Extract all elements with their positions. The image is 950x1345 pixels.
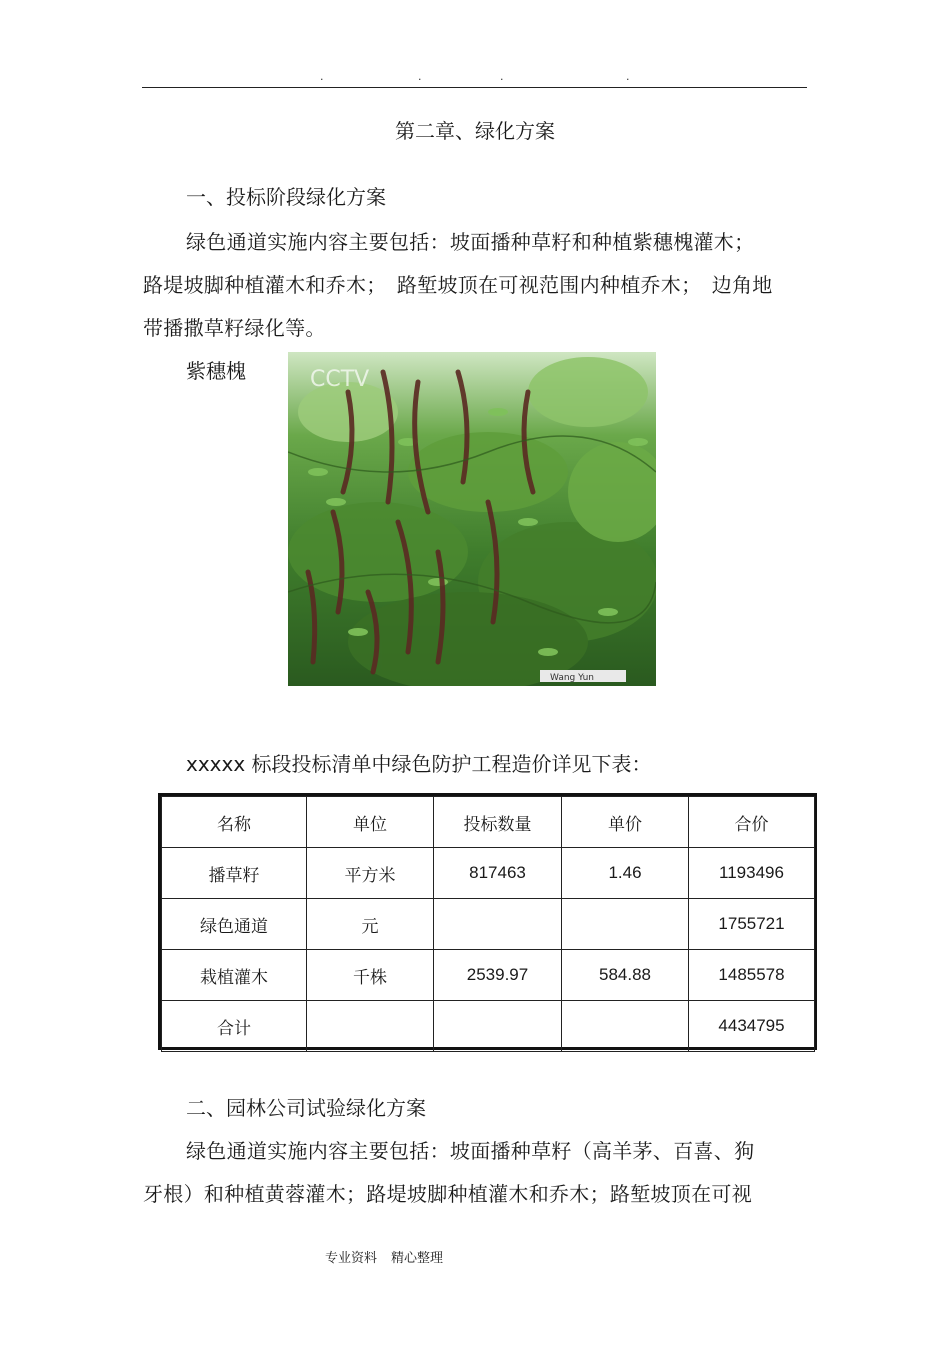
table-cell: 千株 bbox=[307, 950, 434, 1001]
paragraph-line: 带播撒草籽绿化等。 bbox=[143, 316, 326, 340]
table-cell: 1485578 bbox=[689, 950, 815, 1001]
table-intro: xxxxx 标段投标清单中绿色防护工程造价详见下表： bbox=[186, 752, 652, 776]
page-header-dots bbox=[0, 70, 950, 84]
table-cell bbox=[434, 899, 562, 950]
table-cell: 817463 bbox=[434, 848, 562, 899]
footer-left: 专业资料 bbox=[325, 1251, 378, 1266]
section-1-paragraph bbox=[143, 221, 807, 350]
table-header-cell: 投标数量 bbox=[434, 797, 562, 848]
header-dot: . bbox=[626, 70, 630, 83]
table-cell bbox=[562, 1001, 689, 1052]
table-header-row bbox=[162, 797, 815, 848]
table-total-row bbox=[162, 1001, 815, 1052]
table-row bbox=[162, 899, 815, 950]
table-cell: 584.88 bbox=[562, 950, 689, 1001]
table-cell: 播草籽 bbox=[162, 848, 307, 899]
table-cell bbox=[434, 1001, 562, 1052]
table-cell: 元 bbox=[307, 899, 434, 950]
section-2-paragraph bbox=[143, 1130, 807, 1216]
cost-table bbox=[158, 793, 817, 1050]
header-dot: . bbox=[500, 70, 504, 83]
table-header-cell: 合价 bbox=[689, 797, 815, 848]
amorpha-fruticosa-photo bbox=[288, 352, 656, 686]
table-cell: 平方米 bbox=[307, 848, 434, 899]
cost-table-grid bbox=[161, 796, 815, 1052]
paragraph-line: 绿色通道实施内容主要包括：坡面播种草籽（高羊茅、百喜、狗 bbox=[186, 1139, 755, 1163]
photo-watermark: CCTV bbox=[310, 367, 370, 392]
section-2-heading: 二、园林公司试验绿化方案 bbox=[186, 1096, 426, 1120]
section-1-heading: 一、投标阶段绿化方案 bbox=[186, 185, 386, 209]
page-footer bbox=[325, 1250, 457, 1268]
header-rule bbox=[142, 87, 807, 88]
table-header-cell: 单位 bbox=[307, 797, 434, 848]
table-cell: 栽植灌木 bbox=[162, 950, 307, 1001]
paragraph-line: 路堤坡脚种植灌木和乔木； 路堑坡顶在可视范围内种植乔木； 边角地 bbox=[143, 273, 773, 297]
table-cell: 4434795 bbox=[689, 1001, 815, 1052]
paragraph-line: 牙根）和种植黄蓉灌木；路堤坡脚种植灌木和乔木；路堑坡顶在可视 bbox=[143, 1182, 752, 1206]
table-row bbox=[162, 848, 815, 899]
table-cell: 1755721 bbox=[689, 899, 815, 950]
table-cell bbox=[307, 1001, 434, 1052]
table-header-cell: 名称 bbox=[162, 797, 307, 848]
table-header-cell: 单价 bbox=[562, 797, 689, 848]
photo-credit: Wang Yun bbox=[550, 673, 594, 683]
table-cell: 2539.97 bbox=[434, 950, 562, 1001]
header-dot: . bbox=[418, 70, 422, 83]
table-cell: 1193496 bbox=[689, 848, 815, 899]
chapter-title: 第二章、绿化方案 bbox=[395, 119, 555, 143]
photo-caption: 紫穗槐 bbox=[186, 359, 246, 383]
table-cell: 1.46 bbox=[562, 848, 689, 899]
table-cell bbox=[562, 899, 689, 950]
header-dot: . bbox=[320, 70, 324, 83]
table-cell: 合计 bbox=[162, 1001, 307, 1052]
table-row bbox=[162, 950, 815, 1001]
footer-right: 精心整理 bbox=[391, 1251, 444, 1266]
paragraph-line: 绿色通道实施内容主要包括：坡面播种草籽和种植紫穗槐灌木； bbox=[186, 230, 755, 254]
table-cell: 绿色通道 bbox=[162, 899, 307, 950]
